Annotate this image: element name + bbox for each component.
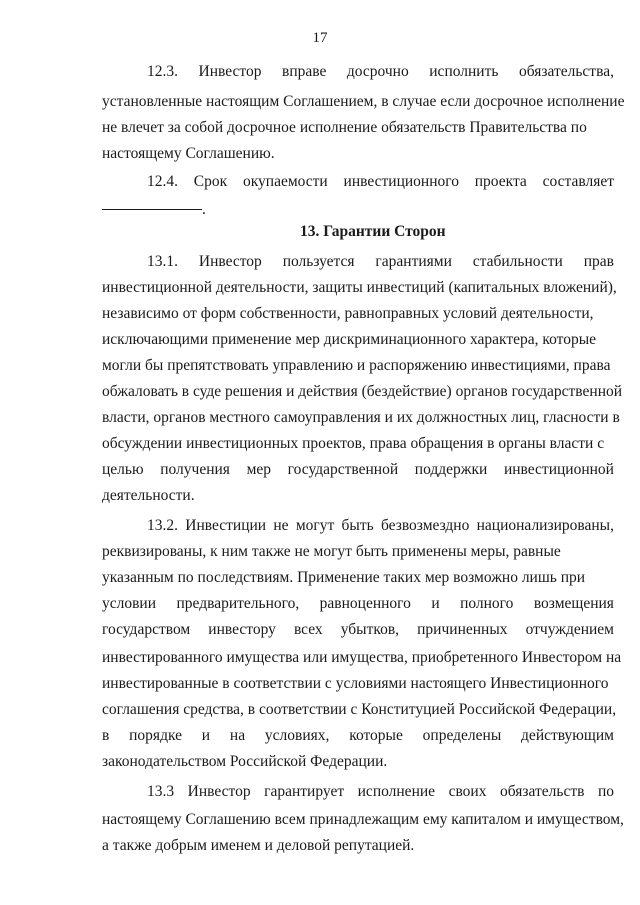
page-number: 17 (312, 30, 328, 46)
line-13-1-4: исключающими применение мер дискриминационного характера, которые (102, 331, 597, 348)
line-13-1-5: могли бы препятствовать управлению и распоряжению инвестициями, права (102, 357, 611, 374)
line-13-2-6: инвестированного имущества или имущества, приобретенного Инвестором на (102, 649, 622, 666)
line-13-2-3: указанным по последствиям. Применение таких мер возможно лишь при (102, 569, 586, 586)
line-13-3-2: настоящему Соглашению всем принадлежащим ему капиталом и имуществом, (102, 811, 624, 828)
line-13-2-8: соглашения средства, в соответствии с Конституцией Российской Федерации, (102, 701, 617, 718)
line-13-1-8: обсуждении инвестиционных проектов, права обращения в органы власти с (102, 435, 605, 452)
line-13-3-1: 13.3 Инвестор гарантирует исполнение своих обязательств по (147, 783, 614, 800)
line-13-1-10: деятельности. (102, 487, 195, 504)
section-heading: 13. Гарантии Сторон (300, 223, 446, 240)
line-13-2-2: реквизированы, к ним также не могут быть применены меры, равные (102, 543, 561, 560)
line-13-2-7: инвестированные в соответствии с условиями настоящего Инвестиционного (102, 675, 609, 692)
line-13-1-6: обжаловать в суде решения и действия (бездействие) органов государственной (102, 383, 623, 400)
line-13-1-3: независимо от форм собственности, равноправных условий деятельности, (102, 305, 594, 322)
line-13-1-1: 13.1. Инвестор пользуется гарантиями стабильности прав (147, 253, 614, 270)
line-12-3-3: не влечет за собой досрочное исполнение обязательств Правительства по (102, 119, 587, 136)
line-13-1-9: целью получения мер государственной поддержки инвестиционной (102, 461, 614, 478)
line-13-1-2: инвестиционной деятельности, защиты инвестиций (капитальных вложений), (102, 279, 617, 296)
line-12-3-4: настоящему Соглашению. (102, 145, 275, 162)
line-13-1-7: власти, органов местного самоуправления и их должностных лиц, гласности в (102, 409, 620, 426)
line-13-2-1: 13.2. Инвестиции не могут быть безвозмездно национализированы, (147, 517, 614, 534)
line-13-3-3: а также добрым именем и деловой репутацией. (102, 837, 415, 854)
line-13-2-5: государством инвестору всех убытков, причиненных отчуждением (102, 621, 614, 638)
line-13-2-10: законодательством Российской Федерации. (102, 753, 388, 770)
blank-fill-line: . (102, 200, 206, 220)
line-13-2-9: в порядке и на условиях, которые определены действующим (102, 727, 614, 744)
line-12-4-1: 12.4. Срок окупаемости инвестиционного проекта составляет (147, 173, 614, 190)
line-12-3-2: установленные настоящим Соглашением, в случае если досрочное исполнение (102, 93, 625, 110)
line-12-3-1: 12.3. Инвестор вправе досрочно исполнить обязательства, (147, 63, 614, 80)
line-13-2-4: условии предварительного, равноценного и полного возмещения (102, 595, 614, 612)
